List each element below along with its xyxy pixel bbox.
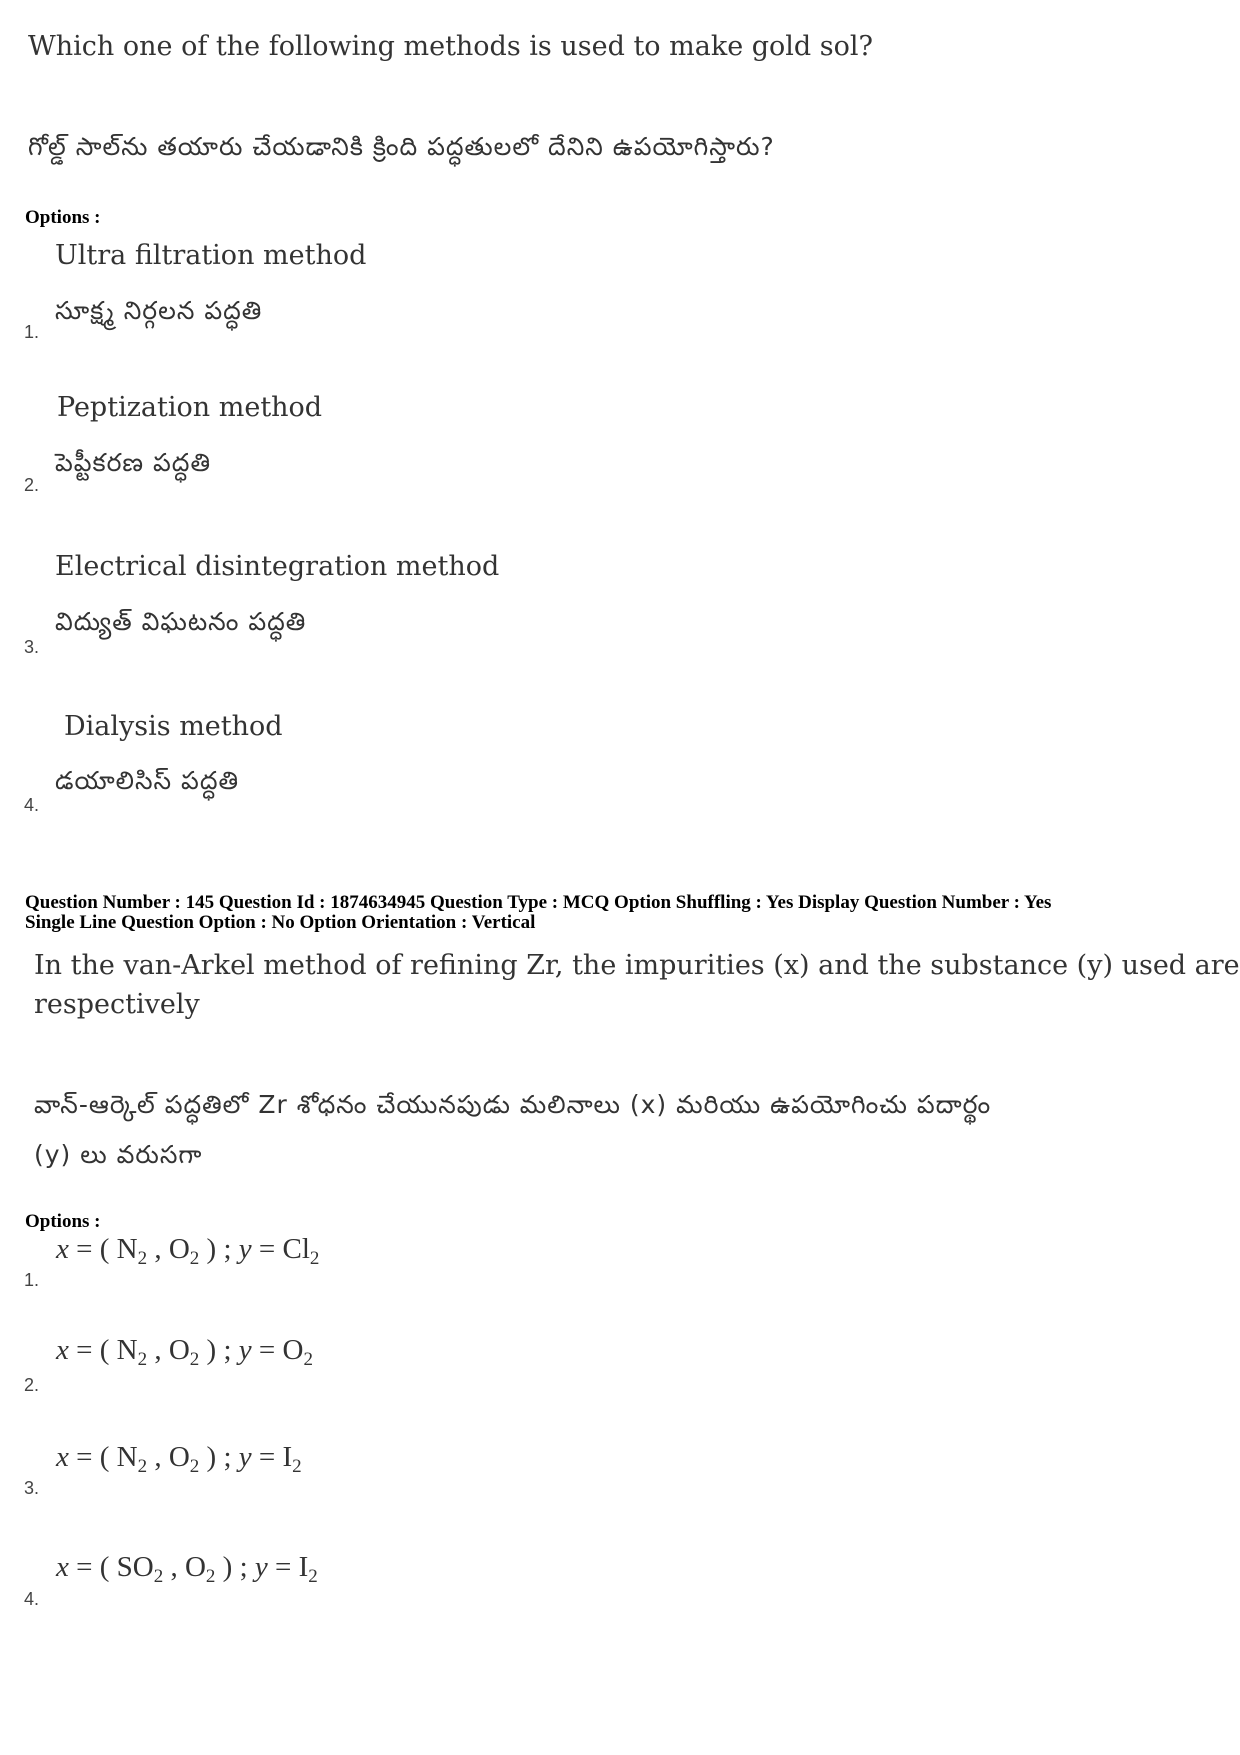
option-text-en: Electrical disintegration method: [55, 551, 500, 582]
option-formula: x = ( $N_2$ , $O_2$ ) ; $y = Cl_2$: [56, 1233, 320, 1269]
question-text-te-line-2: (y) లు వరుసగా: [34, 1140, 203, 1169]
question-meta-line-1: Question Number : 145 Question Id : 1874634945 Question Type : MCQ Option Shuffling : Yes Display Question Number : Yes: [25, 892, 1052, 913]
option-text-en: Ultra filtration method: [55, 240, 367, 271]
option-text-te: సూక్ష్మ నిర్గలన పద్ధతి: [55, 296, 263, 325]
option-text-te: పెప్టీకరణ పద్ధతి: [55, 448, 211, 477]
option-formula: x = ( $N_2$ , $O_2$ ) ; $y = O_2$: [56, 1334, 313, 1370]
options-label: Options :: [25, 207, 101, 228]
option-text-en: Dialysis method: [64, 711, 283, 742]
option-number: 3.: [24, 637, 40, 657]
option-number: 1.: [24, 322, 40, 342]
options-label: Options :: [25, 1211, 101, 1232]
option-text-te: విద్యుత్ విఘటనం పద్ధతి: [55, 607, 307, 636]
question-text-te: గోల్డ్ సాల్‌ను తయారు చేయడానికి క్రింది పద్ధతులలో దేనిని ఉపయోగిస్తారు?: [28, 132, 775, 161]
option-number: 4.: [24, 795, 40, 815]
option-number: 2.: [24, 475, 40, 495]
option-formula: x = ( $N_2$ , $O_2$ ) ; $y = I_2$: [56, 1441, 302, 1477]
question-text-te-line-1: వాన్-ఆర్కెల్ పద్ధతిలో Zr శోధనం చేయునపుడు మలినాలు (x) మరియు ఉపయోగించు పదార్థం: [34, 1090, 992, 1119]
option-number: 4.: [24, 1589, 40, 1609]
option-number: 2.: [24, 1375, 40, 1395]
option-number: 1.: [24, 1270, 40, 1290]
question-meta-line-2: Single Line Question Option : No Option Orientation : Vertical: [25, 912, 536, 933]
option-number: 3.: [24, 1478, 40, 1498]
option-text-te: డయాలిసిస్ పద్ధతి: [55, 766, 240, 795]
option-formula: x = ( $SO_2$ , $O_2$ ) ; $y = I_2$: [56, 1551, 318, 1587]
question-text-en: Which one of the following methods is used to make gold sol?: [28, 31, 874, 62]
option-text-en: Peptization method: [57, 392, 323, 423]
question-text-en-line-1: In the van-Arkel method of refining Zr, the impurities (x) and the substance (y) used are: [34, 950, 1240, 981]
question-text-en-line-2: respectively: [34, 989, 200, 1020]
